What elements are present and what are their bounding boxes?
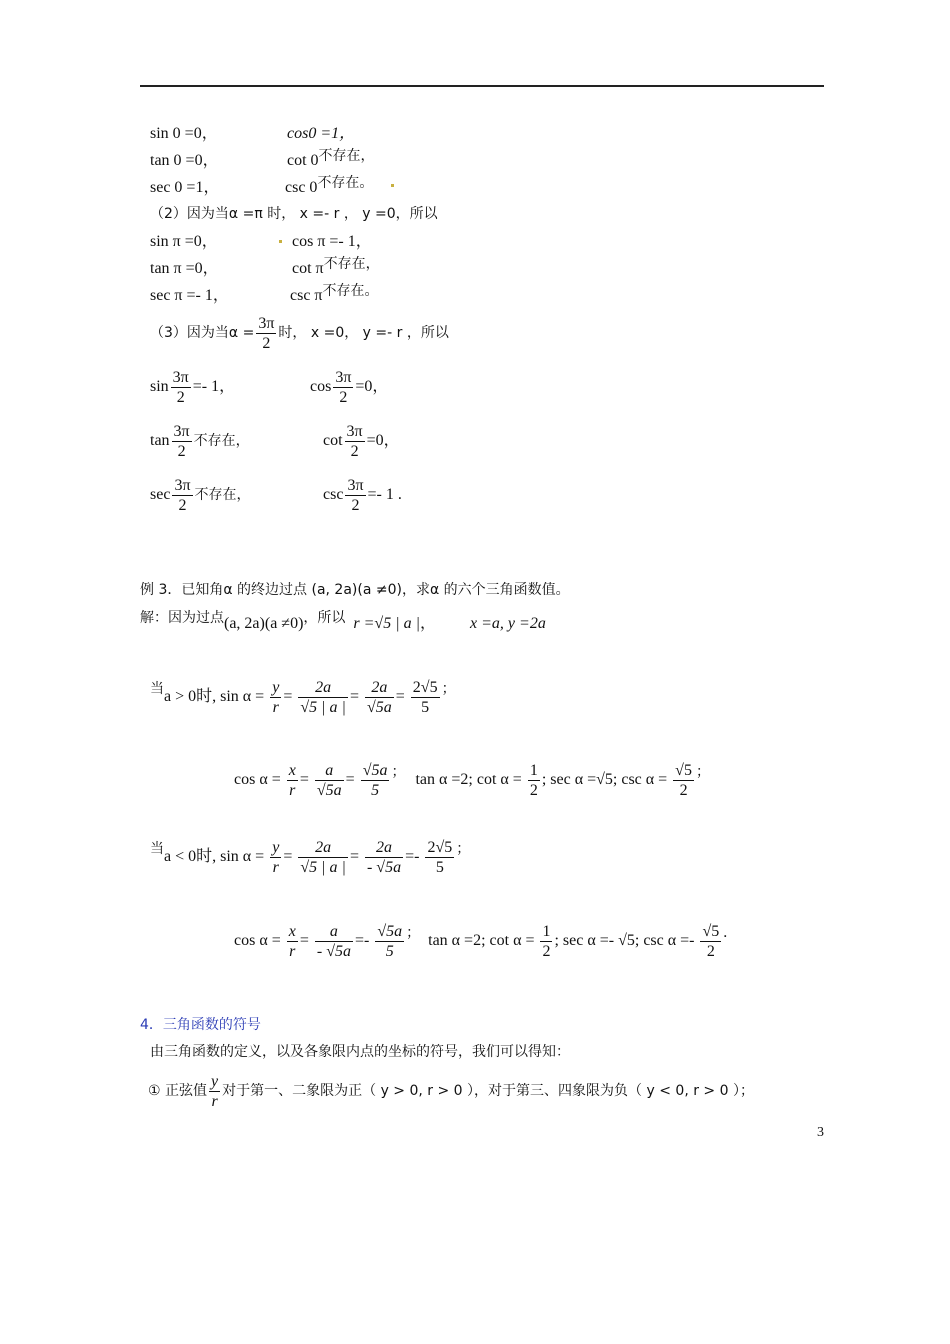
cscpi-line [290, 283, 379, 306]
fraction-x-r [287, 922, 298, 961]
cot0-fn: cot 0 [287, 152, 319, 169]
stray-mark [391, 184, 394, 187]
fraction [365, 678, 394, 717]
fraction-y-r [270, 678, 281, 717]
cos0-line: cos0 =1， [287, 125, 356, 142]
cscpi-fn: csc π [290, 287, 323, 304]
point: (a, 2a)(a ≠0) [224, 615, 304, 632]
value: 不存在， [194, 487, 251, 504]
item-prefix: ① 正弦值 [148, 1083, 208, 1100]
numerator: 3π [174, 477, 191, 494]
part3-head-post: 时， x =0， y =- r ，所以 [278, 325, 449, 342]
dang: 当 [150, 841, 164, 858]
comma: ， [420, 615, 437, 632]
denominator: r [289, 943, 296, 960]
equals: = [299, 932, 309, 950]
cot-3pi2-line [323, 422, 400, 461]
solution-mid: ，所以 [303, 610, 346, 626]
condition: a > 0时, sin α = [164, 688, 265, 706]
fraction [298, 838, 348, 877]
numerator: 1 [542, 923, 551, 940]
fraction [375, 922, 404, 961]
equals-neg: =- [354, 932, 370, 950]
denominator: 2 [679, 782, 688, 799]
denominator: √5 | a | [300, 699, 346, 716]
denominator: - √5a [366, 859, 402, 876]
numerator: 2a [365, 838, 403, 858]
sin-3pi2-line [150, 368, 235, 407]
section4-item1 [148, 1072, 754, 1111]
equals: = [345, 771, 355, 789]
denominator: r [272, 699, 279, 716]
semicolon: ； [695, 764, 710, 781]
denominator: 5 [371, 782, 380, 799]
numerator: 2a [298, 838, 348, 858]
denominator: 2 [542, 943, 551, 960]
semicolon: ； [406, 925, 421, 942]
fraction [298, 678, 348, 717]
fraction-x-r [287, 761, 298, 800]
fn-tan: tan [150, 432, 170, 450]
dang: 当 [150, 681, 164, 698]
value: =0， [355, 378, 389, 396]
fraction [171, 368, 191, 407]
denominator: 2 [706, 943, 715, 960]
radius-expr: r =√5 | a | [353, 615, 421, 632]
sec-csc-expr: ; sec α =- √5; csc α =- [554, 932, 695, 950]
sin0-line: sin 0 =0， [150, 125, 218, 142]
cot0-text: 不存在， [318, 148, 375, 164]
tanpi-line: tan π =0， [150, 260, 219, 277]
fn-csc: csc [323, 486, 344, 504]
fraction [345, 422, 365, 461]
pos-case-cos [234, 761, 710, 800]
end: ； [456, 841, 471, 858]
fraction-3pi-2 [256, 314, 276, 353]
sec0-line: sec 0 =1， [150, 179, 220, 196]
semicolon: ； [391, 764, 406, 781]
denominator: √5 | a | [300, 859, 346, 876]
tan-3pi2-line [150, 422, 250, 461]
numerator: 3π [173, 423, 190, 440]
fraction-root5-2 [673, 761, 694, 800]
numerator: 2√5 [412, 679, 438, 696]
condition: a < 0时, sin α = [164, 848, 265, 866]
stray-mark-2 [279, 240, 282, 243]
value: =- 1， [192, 378, 236, 396]
denominator: 5 [435, 859, 444, 876]
equals: = [283, 848, 293, 866]
page-number: 3 [817, 1125, 824, 1140]
numerator: a [315, 761, 344, 781]
tan-cot-expr: tan α =2; cot α = [428, 932, 535, 950]
neg-case-cos [234, 922, 727, 961]
end: ； [441, 681, 456, 698]
item-text: 对于第一、二象限为正（ y > 0, r > 0 ），对于第三、四象限为负（ y < 0, r > 0 ）； [222, 1083, 754, 1100]
part2-heading: （2）因为当α =π 时， x =- r ， y =0，所以 [150, 206, 438, 222]
denominator: 2 [529, 782, 538, 799]
fraction [172, 422, 192, 461]
cot0-line [287, 148, 375, 171]
fraction [333, 368, 353, 407]
fn-cos: cos [310, 378, 332, 396]
csc-3pi2-line [323, 476, 402, 515]
numerator: √5a [362, 762, 388, 779]
csc0-line [285, 175, 374, 198]
sinpi-line: sin π =0， [150, 233, 218, 250]
numerator: 2a [298, 678, 348, 698]
equals-neg: =- [405, 848, 420, 866]
numerator: 3π [172, 369, 189, 386]
cotpi-line [292, 256, 380, 279]
value: 不存在， [193, 433, 250, 450]
cotpi-text: 不存在， [323, 256, 380, 272]
numerator: 3π [346, 423, 363, 440]
denominator: 2 [351, 497, 360, 514]
cos-label: cos α = [234, 771, 281, 789]
equals: = [349, 848, 359, 866]
tan-cot-expr: tan α =2; cot α = [415, 771, 522, 789]
fn-sin: sin [150, 378, 169, 396]
equals: = [299, 771, 309, 789]
example3-solution [140, 610, 546, 634]
fraction [172, 476, 192, 515]
numerator: y [272, 839, 280, 856]
numerator: 1 [529, 762, 538, 779]
numerator: y [272, 679, 280, 696]
fraction-root5-2 [700, 922, 721, 961]
numerator: x [288, 762, 296, 779]
fraction [315, 761, 344, 800]
fn-cot: cot [323, 432, 343, 450]
equals: = [349, 688, 359, 706]
value: =0， [366, 432, 400, 450]
cospi-line: cos π =- 1， [292, 233, 372, 250]
neg-case-sin [150, 838, 470, 877]
period: . [723, 924, 728, 942]
denominator: r [211, 1093, 218, 1110]
xy-expr: x =a, y =2a [470, 615, 546, 632]
numerator: 2a [365, 678, 394, 698]
example3-statement: 例 3．已知角α 的终边过点 (a, 2a)(a ≠0)，求α 的六个三角函数值。 [140, 582, 570, 598]
section4-title: 4．三角函数的符号 [140, 1017, 261, 1033]
numerator: 2√5 [427, 839, 453, 856]
fraction [425, 838, 454, 877]
denominator: 2 [178, 497, 187, 514]
secpi-line: sec π =- 1， [150, 287, 229, 304]
denominator: √5a [366, 699, 392, 716]
section4-intro: 由三角函数的定义，以及各象限内点的坐标的符号，我们可以得知： [150, 1044, 570, 1060]
numerator: √5a [377, 923, 403, 940]
numerator: y [211, 1073, 219, 1090]
fraction [411, 678, 440, 717]
denominator: r [289, 782, 296, 799]
numerator: 3π [258, 315, 275, 332]
equals: = [283, 688, 293, 706]
fn-sec: sec [150, 486, 171, 504]
denominator: 2 [177, 443, 186, 460]
denominator: 2 [350, 443, 359, 460]
numerator: 3π [335, 369, 352, 386]
numerator: x [288, 923, 296, 940]
fraction-y-r [270, 838, 281, 877]
fraction-y-r [209, 1072, 220, 1111]
tan0-line: tan 0 =0， [150, 152, 219, 169]
cotpi-fn: cot π [292, 260, 324, 277]
denominator: 2 [262, 335, 271, 352]
part3-head-pre: （3）因为当α = [150, 325, 255, 342]
value: =- 1 . [367, 486, 402, 504]
cscpi-text: 不存在。 [322, 283, 379, 299]
cos-3pi2-line [310, 368, 388, 407]
header-rule [140, 85, 824, 87]
denominator: 2 [339, 389, 348, 406]
equals: = [395, 688, 405, 706]
numerator: a [315, 922, 353, 942]
sec-csc-expr: ; sec α =√5; csc α = [541, 771, 668, 789]
fraction [361, 761, 390, 800]
fraction [315, 922, 353, 961]
fraction-half [528, 761, 540, 800]
denominator: - √5a [316, 943, 351, 960]
denominator: 5 [421, 699, 430, 716]
part3-heading [150, 314, 449, 353]
fraction [365, 838, 403, 877]
denominator: r [272, 859, 279, 876]
numerator: 3π [347, 477, 364, 494]
numerator: √5 [702, 923, 720, 940]
cos-label: cos α = [234, 932, 281, 950]
fraction [345, 476, 365, 515]
denominator: 2 [176, 389, 185, 406]
sec-3pi2-line [150, 476, 251, 515]
fraction-half [540, 922, 552, 961]
csc0-fn: csc 0 [285, 179, 318, 196]
numerator: √5 [675, 762, 692, 779]
denominator: 5 [385, 943, 394, 960]
csc0-text: 不存在。 [317, 175, 374, 191]
pos-case-sin [150, 678, 456, 717]
denominator: √5a [316, 782, 342, 799]
solution-prefix: 解：因为过点 [140, 610, 224, 626]
